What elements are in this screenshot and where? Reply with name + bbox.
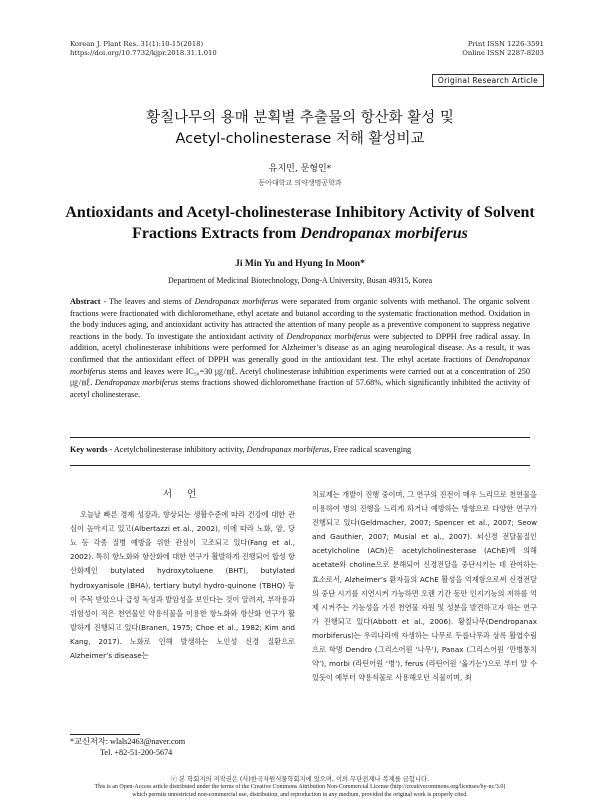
english-title-line2	[0, 223, 600, 244]
abstract-text: were subjected to DPPH free radical assay. In addition, acetyl cholinesterase inhibitions were performed for Alzheimer’s disease as an aging neurological disease. As a result, it was confirmed that the antioxidant effect of DPPH was generally good in the antioxidant test. The ethyl acetate fractions of	[70, 331, 531, 364]
copyright-notice: ⓒ 본 학회지의 저작권은 (사)한국자원식물학회지에 있으며, 이의 무단전재나 복제를 금합니다.	[170, 776, 430, 783]
abstract-species: Dendropanax morbiferus	[70, 354, 530, 376]
abstract-text: stems fractions showed dichloromethane fraction of 57.68%, which significantly inhibited the activity of acetyl cholinesterase.	[70, 378, 531, 399]
body-paragraph: 치료제는 개발이 진행 중이며, 그 연구의 진전이 매우 느리므로 천연물을 이용하여 병의 진행을 느리게 하거나 예방하는 방향으로 다양한 연구가 진행되고 있다(Geldmacher, 2007; Spencer et al., 2007; Seow and Gauthier, 2007; Musial et al., 2007). 뇌신경 전달물질인 acetylcholine (ACh)은 acetylcholinesterase (AChE)에 의해 acetate와 choline으로 분해되어 신경전달을 중단시키는 데 관여하는 효소로서, Alzheimer’s 환자들의 AChE 활성을 억제함으로써 신경전달의 중단 시기를 지연시켜 가능하면 오랜 기간 동안 인지기능의 저하를 억제 시켜주는 기능성을 가진 천연물 자원 및 성분을 발견하고자 하는 연구가 진행되고 있다(Abbott et al., 2006). 황칠나무(Dendropanax morbiferus)는 우리나라에 자생하는 나무로 두릅나무과 상록 활엽수림으로 학명 Dendro (그리스어원 ‘나무’), Panax (그리스어원 ‘만병통치약’), morbi (라틴어원 ‘병’), ferus (라틴어원 ‘옮기는’)으로 부터 알 수 있듯이 예부터 약용식물로 사용해오던 식물이며, 최	[312, 490, 537, 683]
footnote-divider	[70, 734, 140, 735]
journal-citation	[70, 40, 217, 58]
license-line2: which permits unrestricted non-commercial use, distribution, and reproduction in any medium, provided the original work is properly cited.	[132, 791, 468, 798]
korean-title-line1: 황칠나무의 용매 분획별 추출물의 항산화 활성 및	[146, 110, 454, 126]
abstract-label: Abstract	[70, 297, 101, 306]
correspondence-note	[70, 736, 185, 758]
korean-authors: 유지민, 문형인*	[268, 164, 332, 174]
keywords-text: - Acetylcholinesterase inhibitory activity,	[107, 445, 247, 454]
license-line1: This is an Open-Access article distributed under the terms of the Creative Commons Attribution Non-Commercial License (http://creativecommons.org/licenses/by-nc/3.0)	[94, 784, 506, 790]
article-type-badge: Original Research Article	[432, 74, 544, 87]
keywords-label: Key words	[70, 445, 108, 454]
abstract-species: Dendropanax morbiferus	[194, 297, 279, 306]
english-title	[0, 202, 600, 244]
korean-title-line2: Acetyl-cholinesterase 저해 활성비교	[175, 131, 425, 147]
english-title-prefix: Fractions Extracts from	[132, 225, 301, 242]
correspondence-email[interactable]: *교신저자: wlals2463@naver.com	[70, 737, 186, 746]
abstract-text: were separated from organic solvents with methanol. The organic solvent fractions were fractionated with dichloromethane, ethyl acetate and butanol according to the systematic fractionation method. Oxidation in the body induces aging, and antioxidant activity has attracted the attention of many people as a preventive component to suppress negative reactions in the body. To investigate the antioxidant activity of	[70, 297, 530, 341]
abstract-text: - The leaves and stems of	[100, 297, 195, 306]
korean-affiliation: 동아대학교 의약생명공학과	[258, 179, 342, 187]
keywords-species: Dendropanax morbiferus	[246, 445, 330, 454]
section-heading: 서 언	[162, 489, 203, 500]
english-title-line1: Antioxidants and Acetyl-cholinesterase Inhibitory Activity of Solvent	[65, 204, 535, 221]
print-issn: Print ISSN 1226-3591	[467, 40, 544, 48]
license-notice	[40, 784, 560, 799]
body-right-column	[312, 488, 537, 685]
abstract-species: Dendropanax morbiferus	[94, 378, 179, 388]
keywords-divider	[70, 465, 530, 466]
abstract-divider	[70, 437, 530, 438]
english-authors: Ji Min Yu and Hyung In Moon*	[235, 259, 365, 269]
correspondence-tel: Tel. +82-51-200-5674	[100, 748, 173, 757]
keywords	[70, 445, 530, 454]
english-affiliation: Department of Medicinal Biotechnology, Dong-A University, Busan 49315, Korea	[167, 276, 433, 285]
body-paragraph: 오늘날 빠른 경제 성장과, 향상되는 생활수준에 따라 건강에 대한 관심이 높아지고 있고(Albertazzi et al., 2002), 이에 따라 노화, 암, 당뇨 등 각종 질병 예방을 위한 관심이 고조되고 있다(Fang et al., 2002). 특히 항노화와 항산화에 대한 연구가 활발하게 진행되어 합성 항산화제인 butylated hydroxytoluene (BHT), butylated hydroxyanisole (BHA), tertiary butyl hydro-quinone (TBHQ) 등이 주목 받았으나 급성 독성과 발암성을 보인다는 것이 알려져, 부작용과 위험성이 적은 천연물인 약용식물을 이용한 항노화와 항산화 연구가 활발하게 진행되고 있다(Branen, 1975; Choe et al., 1982; Kim and Kang, 2017). 노화로 인해 발생하는 노인성 신경 질환으로 Alzheimer’s disease는	[70, 510, 295, 661]
keywords-text: , Free radical scavenging	[329, 445, 412, 454]
body-left-column	[70, 488, 295, 663]
english-title-species: Dendropanax morbiferus	[300, 225, 468, 242]
issn-block	[462, 40, 544, 58]
doi-link[interactable]: https://doi.org/10.7732/kjpr.2018.31.1.010	[70, 49, 217, 57]
abstract	[70, 296, 530, 400]
korean-title	[0, 108, 600, 150]
abstract-species: Dendropanax morbiferus	[286, 331, 371, 341]
abstract-text: stems and leaves were IC₅₀=30 ㎍/㎖. Acetyl cholinesterase inhibition experiments were carried out at a concentration of 250 ㎍/㎖.	[70, 366, 530, 388]
journal-line: Korean J. Plant Res. 31(1):10-15(2018)	[70, 40, 204, 48]
online-issn: Online ISSN 2287-8203	[462, 49, 544, 57]
